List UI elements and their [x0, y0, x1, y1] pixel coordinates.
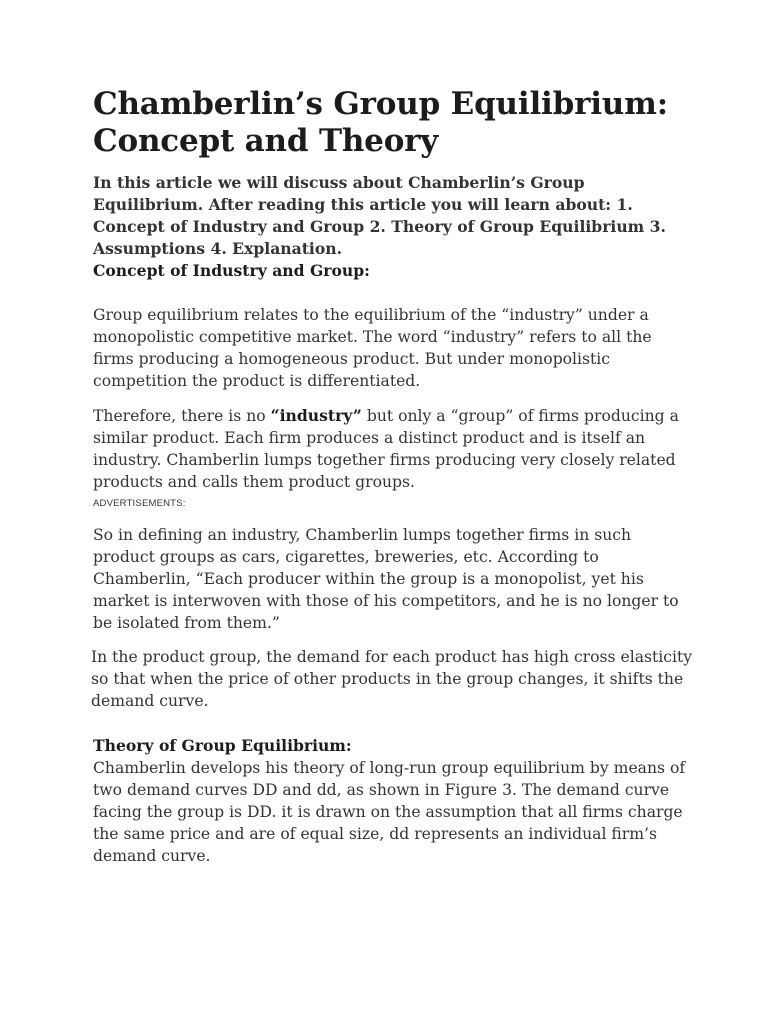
- paragraph-text: Therefore, there is no: [93, 407, 271, 425]
- article: [93, 86, 693, 867]
- article-intro: In this article we will discuss about Chamberlin’s Group Equilibrium. After reading this article you will learn about: 1. Concept of Industry and Group 2. Theory of Group Equilibrium 3. Assumptions 4. Explanation.: [93, 173, 666, 258]
- paragraph-text: but only a “group” of firms producing a similar product. Each firm produces a distinct product and is itself an industry. Chamberlin lumps together firms producing very closely related products and calls them product groups.: [93, 407, 679, 491]
- section-heading-theory: Theory of Group Equilibrium:: [93, 736, 352, 755]
- article-title: Chamberlin’s Group Equilibrium: Concept and Theory: [93, 86, 668, 159]
- advertisements-label: ADVERTISEMENTS:: [93, 498, 186, 509]
- section-heading-concept: Concept of Industry and Group:: [93, 261, 370, 280]
- paragraph-no-industry: [93, 405, 693, 493]
- bold-industry-term: “industry”: [270, 406, 362, 425]
- paragraph-defining-industry: So in defining an industry, Chamberlin lumps together firms in such product groups as cars, cigarettes, breweries, etc. According to Chamberlin, “Each producer within the group is a monopolist, yet his market is interwoven with those of his competitors, and he is no longer to be isolated from them.”: [93, 526, 679, 632]
- paragraph-demand-curves: Chamberlin develops his theory of long-run group equilibrium by means of two demand curves DD and dd, as shown in Figure 3. The demand curve facing the group is DD. it is drawn on the assumption that all firms charge the same price and are of equal size, dd represents an individual firm’s demand curve.: [93, 759, 686, 865]
- paragraph-cross-elasticity: In the product group, the demand for each product has high cross elasticity so that when the price of other products in the group changes, it shifts the demand curve.: [91, 648, 693, 710]
- paragraph-group-equilibrium: Group equilibrium relates to the equilibrium of the “industry” under a monopolistic competitive market. The word “industry” refers to all the firms producing a homogeneous product. But under monopolistic competition the product is differentiated.: [93, 306, 652, 390]
